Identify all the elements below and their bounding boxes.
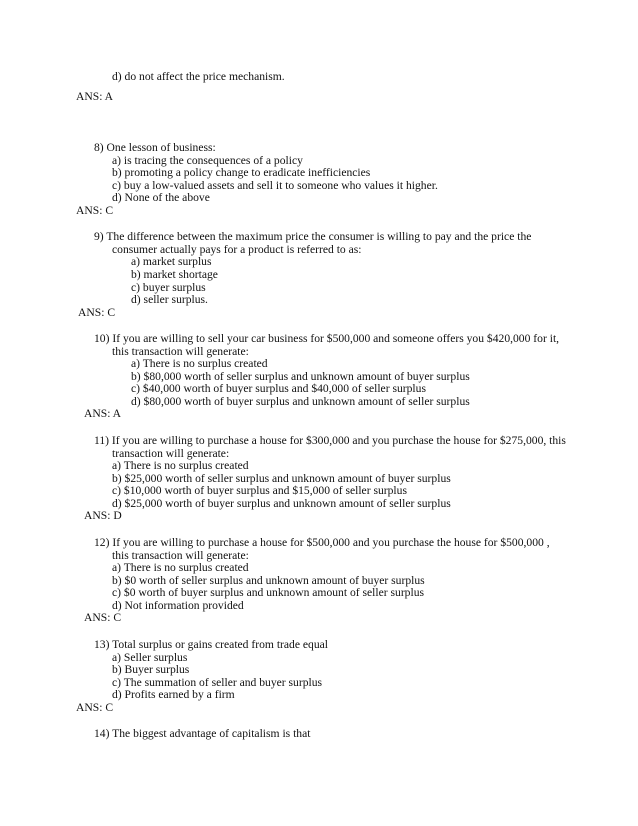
- q12-option-a: a) There is no surplus created: [112, 561, 249, 574]
- q11-answer: ANS: D: [84, 509, 122, 522]
- q9-option-d: d) seller surplus.: [131, 293, 208, 306]
- q10-option-a: a) There is no surplus created: [131, 357, 268, 370]
- q11-stem-line2: transaction will generate:: [112, 447, 230, 460]
- q13-option-b: b) Buyer surplus: [112, 663, 190, 676]
- q13-option-c: c) The summation of seller and buyer surplus: [112, 676, 323, 689]
- q10-option-d: d) $80,000 worth of buyer surplus and unknown amount of seller surplus: [131, 395, 470, 408]
- q13-option-d: d) Profits earned by a firm: [112, 688, 235, 701]
- q13-answer: ANS: C: [76, 701, 114, 714]
- q12-stem-line1: 12) If you are willing to purchase a house for $500,000 and you purchase the house for $500,000 ,: [94, 536, 550, 549]
- q11-stem-line1: 11) If you are willing to purchase a house for $300,000 and you purchase the house for $275,000, this: [94, 434, 566, 447]
- q9-answer: ANS: C: [78, 306, 116, 319]
- q9-option-b: b) market shortage: [131, 268, 218, 281]
- q10-answer: ANS: A: [84, 407, 122, 420]
- q11-option-c: c) $10,000 worth of buyer surplus and $15,000 of seller surplus: [112, 484, 407, 497]
- q7-option-d: d) do not affect the price mechanism.: [112, 70, 285, 83]
- q11-option-a: a) There is no surplus created: [112, 459, 249, 472]
- q10-option-c: c) $40,000 worth of buyer surplus and $40,000 of seller surplus: [131, 382, 426, 395]
- q11-option-d: d) $25,000 worth of buyer surplus and unknown amount of seller surplus: [112, 497, 451, 510]
- q8-stem: 8) One lesson of business:: [94, 141, 216, 154]
- q7-answer: ANS: A: [76, 90, 114, 103]
- q8-answer: ANS: C: [76, 204, 114, 217]
- q11-option-b: b) $25,000 worth of seller surplus and unknown amount of buyer surplus: [112, 472, 451, 485]
- q12-option-b: b) $0 worth of seller surplus and unknown amount of buyer surplus: [112, 574, 425, 587]
- q13-option-a: a) Seller surplus: [112, 651, 188, 664]
- q12-stem-line2: this transaction will generate:: [112, 549, 249, 562]
- q10-stem-line2: this transaction will generate:: [112, 345, 249, 358]
- q8-option-c: c) buy a low-valued assets and sell it to someone who values it higher.: [112, 179, 438, 192]
- q9-stem-line2: consumer actually pays for a product is referred to as:: [112, 243, 362, 256]
- q13-stem: 13) Total surplus or gains created from trade equal: [94, 638, 328, 651]
- q9-option-c: c) buyer surplus: [131, 281, 206, 294]
- q9-option-a: a) market surplus: [131, 255, 212, 268]
- q12-option-c: c) $0 worth of buyer surplus and unknown amount of seller surplus: [112, 586, 425, 599]
- q12-answer: ANS: C: [84, 611, 122, 624]
- q8-option-d: d) None of the above: [112, 191, 210, 204]
- q9-stem-line1: 9) The difference between the maximum price the consumer is willing to pay and the price the: [94, 230, 532, 243]
- q8-option-a: a) is tracing the consequences of a policy: [112, 154, 303, 167]
- q8-option-b: b) promoting a policy change to eradicate inefficiencies: [112, 166, 371, 179]
- q14-stem: 14) The biggest advantage of capitalism is that: [94, 727, 311, 740]
- q12-option-d: d) Not information provided: [112, 599, 244, 612]
- q10-option-b: b) $80,000 worth of seller surplus and unknown amount of buyer surplus: [131, 370, 470, 383]
- q10-stem-line1: 10) If you are willing to sell your car business for $500,000 and someone offers you $420,000 for it,: [94, 332, 560, 345]
